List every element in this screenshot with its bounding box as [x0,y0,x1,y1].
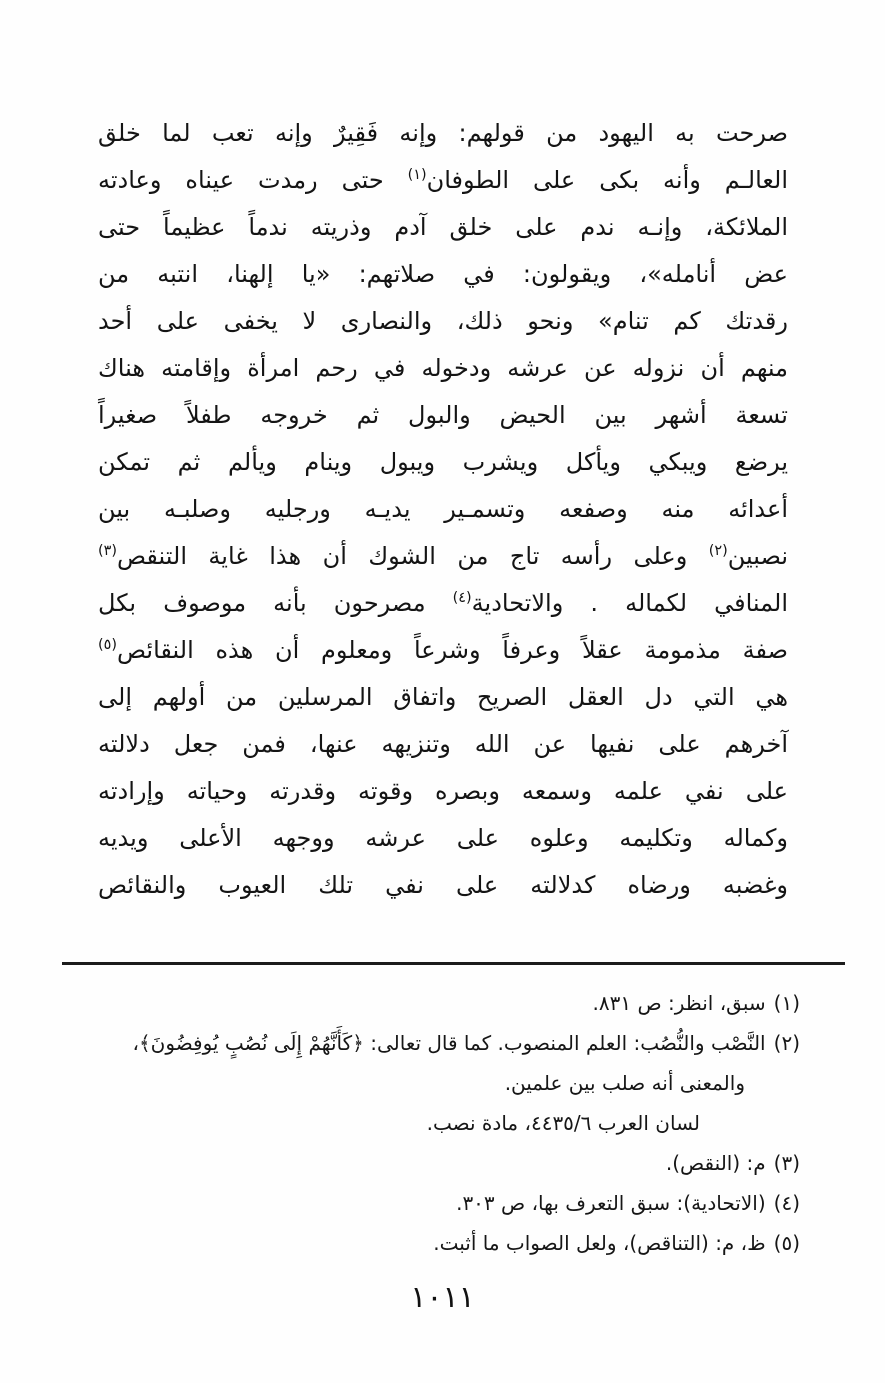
footnote-text: (الاتحادية): سبق التعرف بها، ص ٣٠٣. [456,1191,766,1215]
footnote-separator-rule [62,962,845,965]
main-text-line: عض أنامله»، ويقولون: في صلاتهم: «يا إلهنا، انتبه من [98,260,788,288]
main-text-line: هي التي دل العقل الصريح واتفاق المرسلين من أولهم إلى [98,683,788,711]
page-number: ١٠١١ [410,1280,475,1315]
footnote-text: ظ، م: (التناقص)، ولعل الصواب ما أثبت. [433,1231,766,1255]
main-text-line: صرحت به اليهود من قولهم: وإنه فَقِيرٌ وإنه تعب لما خلق [98,119,788,147]
footnotes-block [60,983,800,1263]
main-text-line: العالـم وأنه بكى على الطوفان$^{(١)}$ حتى رمدت عيناه وعادته [98,166,788,194]
footnote-text: م: (النقص). [665,1151,766,1175]
footnote-2-citation [60,1103,800,1143]
footnote-marker: (٤) [773,1191,800,1215]
footnote-text: النَّصْب والنُّصُب: العلم المنصوب. كما قال تعالى: ﴿كَأَنَّهُمْ إِلَى نُصُبٍ يُوفِضُونَ﴾، [132,1031,766,1055]
footnote-marker: (٢) [773,1031,800,1055]
main-text-line: وغضبه ورضاه كدلالته على نفي تلك العيوب والنقائص [98,871,788,899]
main-text-line: وكماله وتكليمه وعلوه على عرشه ووجهه الأعلى ويديه [98,824,788,852]
footnote-text: والمعنى أنه صلب بين علمين. [504,1071,745,1095]
main-text-line: الملائكة، وإنـه ندم على خلق آدم وذريته ندماً عظيماً حتى [98,213,788,241]
main-text-line: آخرهم على نفيها عن الله وتنزيهه عنها، فمن جعل دلالته [98,730,788,758]
main-text-line: رقدتك كم تنام» ونحو ذلك، والنصارى لا يخفى على أحد [98,307,788,335]
footnote-text: لسان العرب ٤٤٣٥/٦، مادة نصب. [426,1111,700,1135]
footnote-marker: (١) [773,991,800,1015]
main-text-block [98,110,788,909]
main-text-line: على نفي علمه وسمعه وبصره وقوته وقدرته وحياته وإرادته [98,777,788,805]
footnote-5 [60,1223,800,1263]
footnote-1 [60,983,800,1023]
footnote-marker: (٣) [773,1151,800,1175]
main-text-line: يرضع ويبكي ويأكل ويشرب ويبول وينام ويألم ثم تمكن [98,448,788,476]
footnote-4 [60,1183,800,1223]
main-text-line: أعدائه منه وصفعه وتسمـير يديـه ورجليه وصلبـه بين [98,495,788,523]
main-text-line: منهم أن نزوله عن عرشه ودخوله في رحم امرأة وإقامته هناك [98,354,788,382]
footnote-2-continuation [60,1063,800,1103]
footnote-text: سبق، انظر: ص ٨٣١. [592,991,766,1015]
footnote-2 [60,1023,800,1063]
footnote-3 [60,1143,800,1183]
main-text-line: نصبين$^{(٢)}$ وعلى رأسه تاج من الشوك أن هذا غاية التنقص$^{(٣)}$ [98,542,788,570]
main-text-line: المنافي لكماله . والاتحادية$^{(٤)}$ مصرحون بأنه موصوف بكل [98,589,788,617]
main-text-line: تسعة أشهر بين الحيض والبول ثم خروجه طفلاً صغيراً [98,401,788,429]
main-text-line: صفة مذمومة عقلاً وعرفاً وشرعاً ومعلوم أن هذه النقائص$^{(٥)}$ [98,636,788,664]
footnote-marker: (٥) [773,1231,800,1255]
